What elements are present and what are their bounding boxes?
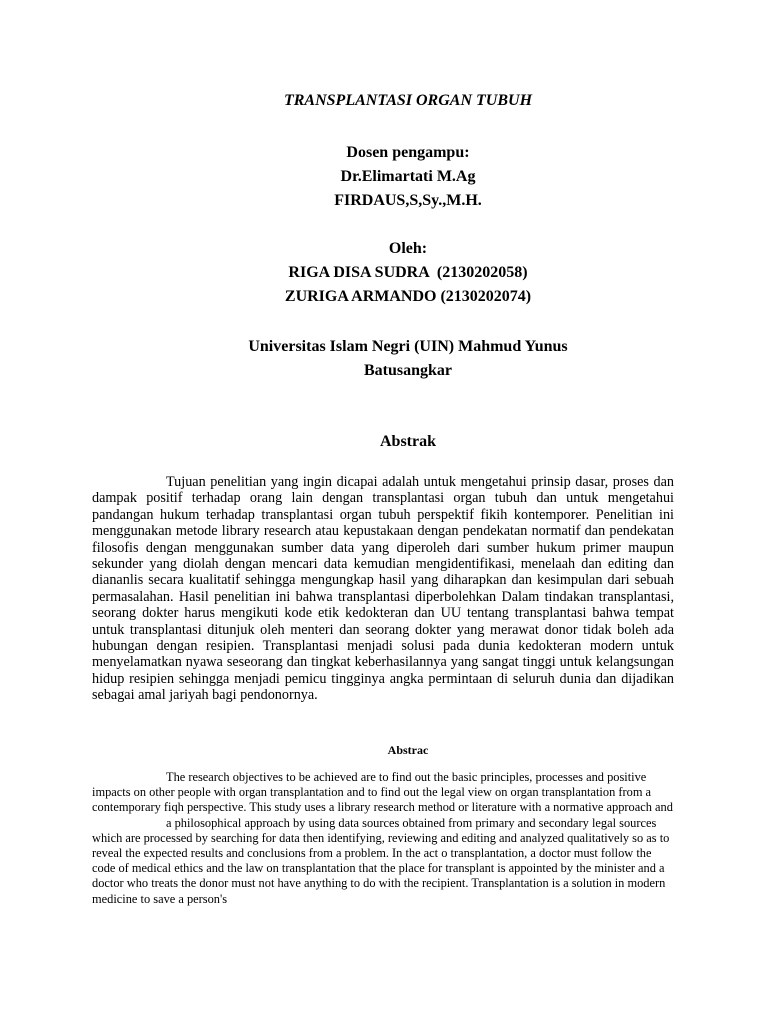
author-heading: Oleh:: [388, 240, 428, 257]
lecturer-name: Dr.Elimartati M.Ag: [340, 168, 476, 185]
abstract-id-text: Tujuan penelitian yang ingin dicapai adalah untuk mengetahui prinsip dasar, proses dan dampak positif terhadap orang lain dengan transplantasi organ tubuh dan untuk mengetahui pandangan hukum terhadap transplantasi organ tubuh perspektif fikih kontemporer. Penelitian ini menggunakan metode library research atau kepustakaan dengan pendekatan normatif dan pendekatan filosofis dengan menggunakan sumber data yang diperoleh dari sumber hukum primer maupun sekunder yang diolah dengan mencari data kemudian mengidentifikasi, menelaah dan editing dan diananlis secara kualitatif sehingga mengungkap hasil yang diharapkan dan kesimpulan dari sebuah permasalahan. Hasil penelitian ini bahwa transplantasi diperbolehkan Dalam tindakan transplantasi, seorang dokter harus mengikuti kode etik kedokteran dan UU tentang transplantasi bahwa tempat untuk transplantasi ditunjuk oleh menteri dan seorang dokter yang merawat donor tidak boleh ada hubungan dengan resipien. Transplantasi menjadi solusi pada dunia kedokteran modern untuk menyelamatkan nyawa seseorang dan tingkat keberhasilannya yang sangat tinggi untuk kelangsungan hidup resipien sehingga menjadi pemicu tingginya angka permintaan di seluruh dunia dan dijadikan sebagai amal jariyah bagi pendonornya.: [92, 474, 674, 704]
lecturer-name: FIRDAUS,S,Sy.,M.H.: [334, 192, 482, 209]
institution-block: [0, 335, 768, 383]
lecturer-block: [0, 141, 768, 213]
abstract-en-paragraph: a philosophical approach by using data sources obtained from primary and secondary legal sources which are processed by searching for data then identifying, reviewing and editing and analyzed qualitatively so as to reveal the expected results and conclusions from a problem. In the act o transplantation, a doctor must follow the code of medical ethics and the law on transplantation that the place for transplant is appointed by the minister and a doctor who treats the donor must not have anything to do with the recipient. Transplantation is a solution in modern medicine to save a person's: [92, 815, 670, 906]
institution-line: Universitas Islam Negri (UIN) Mahmud Yunus: [248, 338, 568, 355]
author-name: RIGA DISA SUDRA (2130202058): [288, 264, 528, 281]
institution-city: Batusangkar: [363, 362, 453, 379]
abstract-id-heading: Abstrak: [379, 433, 436, 450]
abstract-en-body: [92, 770, 677, 907]
abstract-en-paragraph: The research objectives to be achieved are to find out the basic principles, processes and positive impacts on other people with organ transplantation and to find out the legal view on organ transplantation from a contemporary fiqh perspective. This study uses a library research method or literature with a normative approach and: [92, 770, 673, 815]
author-name: ZURIGA ARMANDO (2130202074): [284, 288, 532, 305]
lecturer-heading: Dosen pengampu:: [346, 144, 470, 161]
abstract-en-heading: Abstrac: [387, 743, 429, 757]
author-block: [0, 237, 768, 309]
page-title: TRANSPLANTASI ORGAN TUBUH: [283, 92, 533, 109]
